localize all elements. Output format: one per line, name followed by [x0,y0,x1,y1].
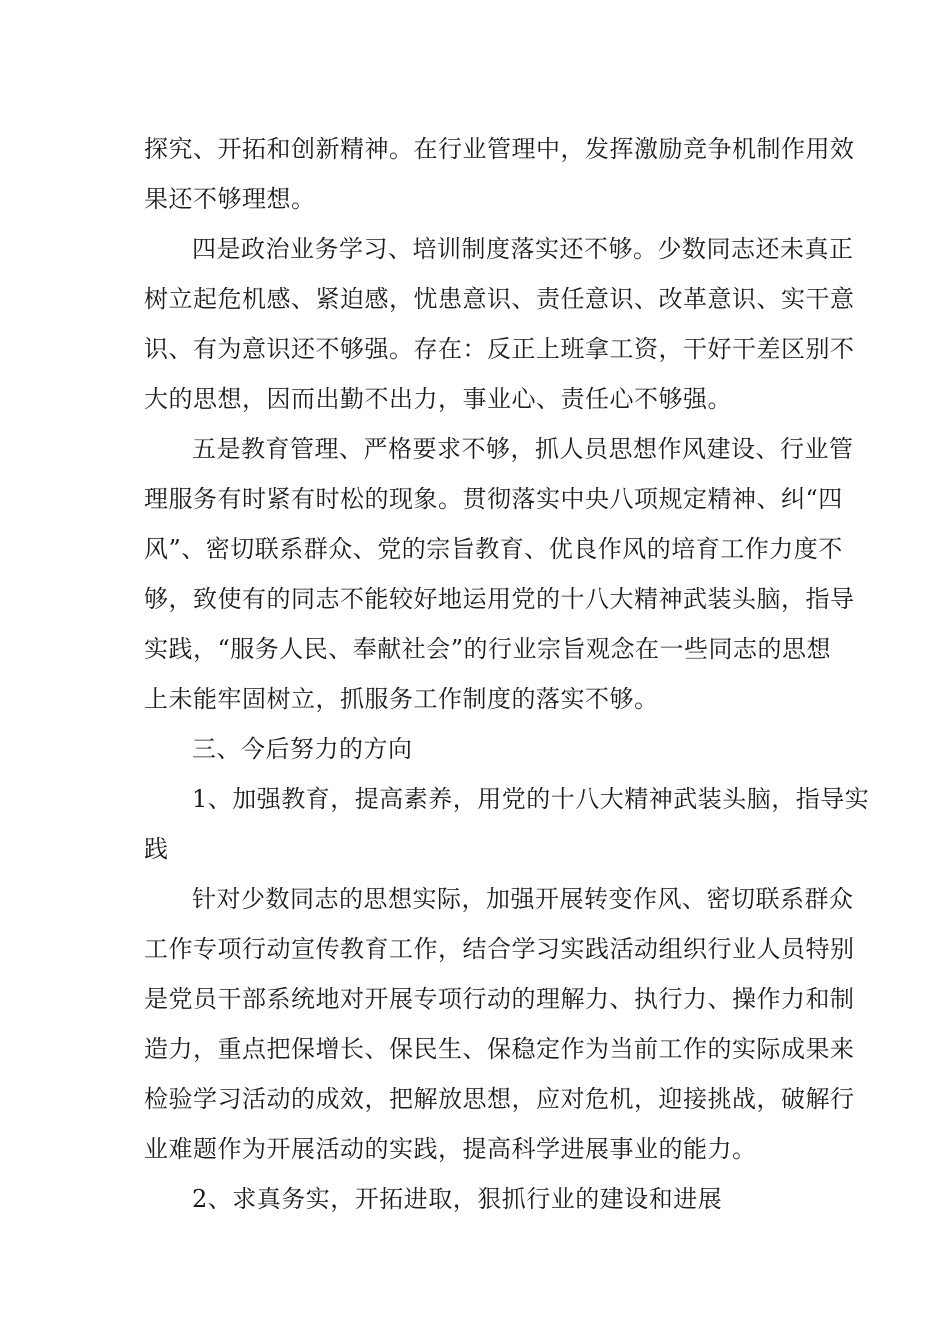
paragraph-line: 识、有为意识还不够强。存在：反正上班拿工资，干好干差区别不 [144,335,855,363]
paragraph-line: 实践，“服务人民、奉献社会”的行业宗旨观念在一些同志的思想 [144,635,832,663]
paragraph-line: 造力，重点把保增长、保民生、保稳定作为当前工作的实际成果来 [144,1035,855,1063]
paragraph-line: 业难题作为开展活动的实践，提高科学进展事业的能力。 [144,1135,757,1163]
paragraph-line: 是党员干部系统地对开展专项行动的理解力、执行力、操作力和制 [144,985,855,1013]
paragraph-line: 理服务有时紧有时松的现象。贯彻落实中央八项规定精神、纠“四 [144,485,843,513]
paragraph-line: 树立起危机感、紧迫感，忧患意识、责任意识、改革意识、实干意 [144,285,855,313]
subsection-heading: 2、求真务实，开拓进取，狠抓行业的建设和进展 [192,1185,723,1213]
paragraph-line: 探究、开拓和创新精神。在行业管理中，发挥激励竞争机制作用效 [144,135,855,163]
paragraph-line: 果还不够理想。 [144,185,316,213]
section-heading: 三、今后努力的方向 [192,735,413,763]
paragraph-line: 大的思想，因而出勤不出力，事业心、责任心不够强。 [144,385,732,413]
subsection-heading: 1、加强教育，提高素养，用党的十八大精神武装头脑，指导实 [192,785,870,813]
paragraph-line: 工作专项行动宣传教育工作，结合学习实践活动组织行业人员特别 [144,935,855,963]
subsection-heading-continued: 践 [144,835,169,863]
paragraph-line: 四是政治业务学习、培训制度落实还不够。少数同志还未真正 [192,235,854,263]
paragraph-line: 风”、密切联系群众、党的宗旨教育、优良作风的培育工作力度不 [144,535,843,563]
paragraph-line: 针对少数同志的思想实际，加强开展转变作风、密切联系群众 [192,885,854,913]
paragraph-line: 够，致使有的同志不能较好地运用党的十八大精神武装头脑，指导 [144,585,855,613]
paragraph-line: 五是教育管理、严格要求不够，抓人员思想作风建设、行业管 [192,435,854,463]
paragraph-line: 检验学习活动的成效，把解放思想，应对危机，迎接挑战，破解行 [144,1085,855,1113]
paragraph-line: 上未能牢固树立，抓服务工作制度的落实不够。 [144,685,659,713]
